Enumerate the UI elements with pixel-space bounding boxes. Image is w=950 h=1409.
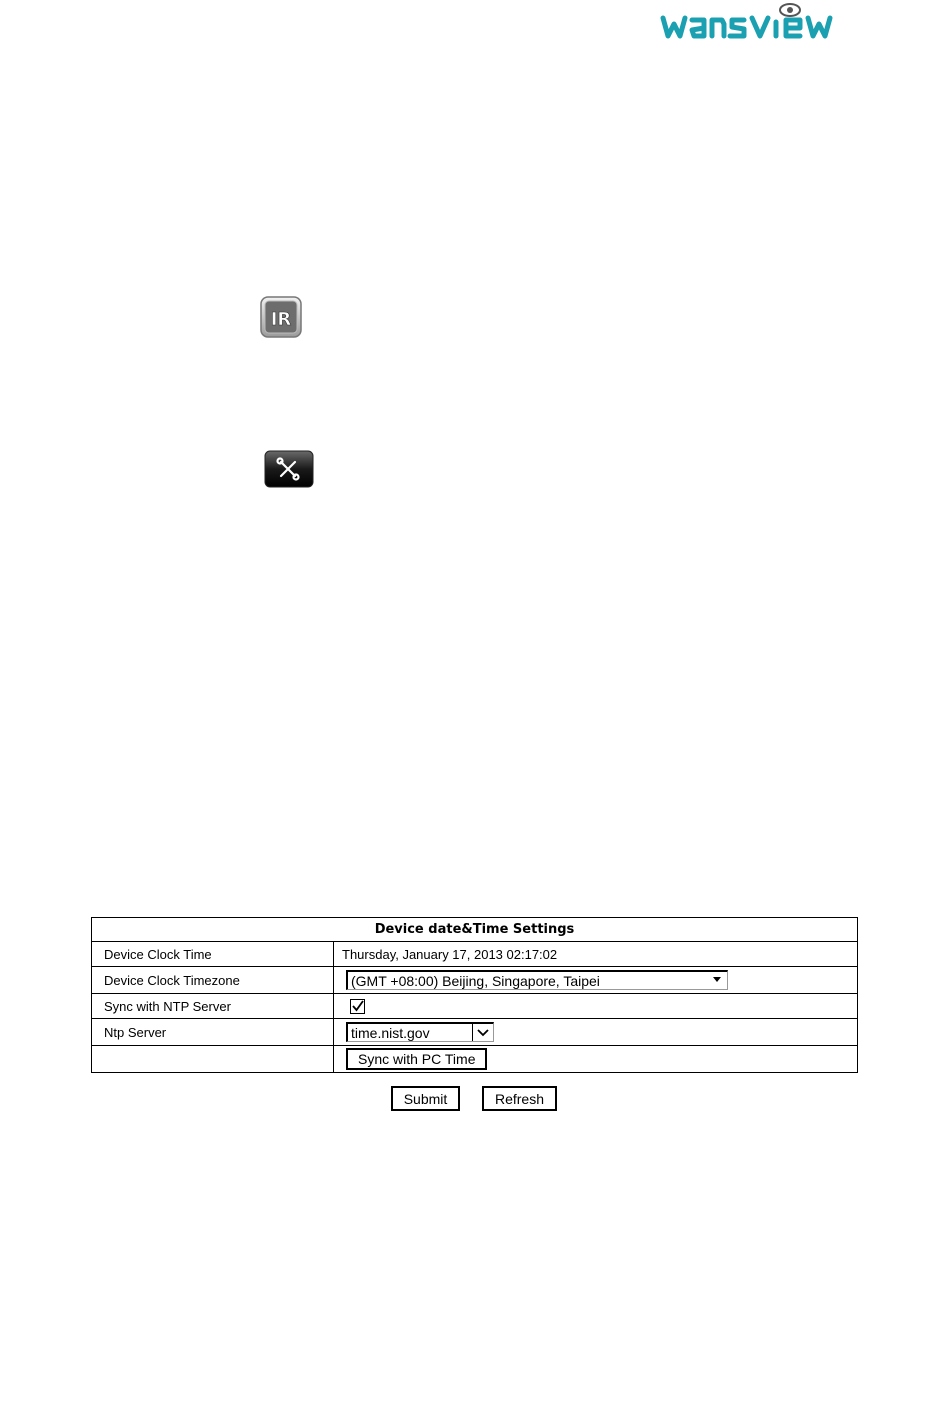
timezone-select-value: (GMT +08:00) Beijing, Singapore, Taipei [351, 972, 600, 989]
submit-button[interactable]: Submit [391, 1086, 460, 1111]
chevron-down-icon [713, 977, 721, 982]
table-row [92, 994, 858, 1019]
sync-ntp-label: Sync with NTP Server [92, 994, 334, 1019]
ir-icon-label: IR [270, 309, 292, 330]
ir-icon[interactable] [260, 296, 302, 338]
ntp-server-label: Ntp Server [92, 1019, 334, 1046]
empty-label [92, 1046, 334, 1073]
wansview-logo [658, 0, 858, 44]
ntp-server-select-value: time.nist.gov [351, 1024, 430, 1041]
table-row [92, 967, 858, 994]
settings-title: Device date&Time Settings [92, 918, 858, 942]
device-clock-time-label: Device Clock Time [92, 942, 334, 967]
device-clock-time-value: Thursday, January 17, 2013 02:17:02 [334, 942, 858, 967]
refresh-button[interactable]: Refresh [482, 1086, 557, 1111]
tools-icon[interactable] [264, 450, 314, 488]
datetime-settings-table [91, 917, 858, 1073]
table-row [92, 1046, 858, 1073]
table-row [92, 1019, 858, 1046]
ntp-server-select[interactable] [346, 1022, 494, 1042]
checkmark-icon [351, 999, 365, 1013]
timezone-label: Device Clock Timezone [92, 967, 334, 994]
chevron-down-icon [472, 1024, 493, 1041]
table-row [92, 942, 858, 967]
sync-ntp-checkbox[interactable] [350, 999, 365, 1014]
sync-pc-time-button[interactable]: Sync with PC Time [346, 1048, 487, 1070]
timezone-select[interactable] [346, 970, 728, 990]
